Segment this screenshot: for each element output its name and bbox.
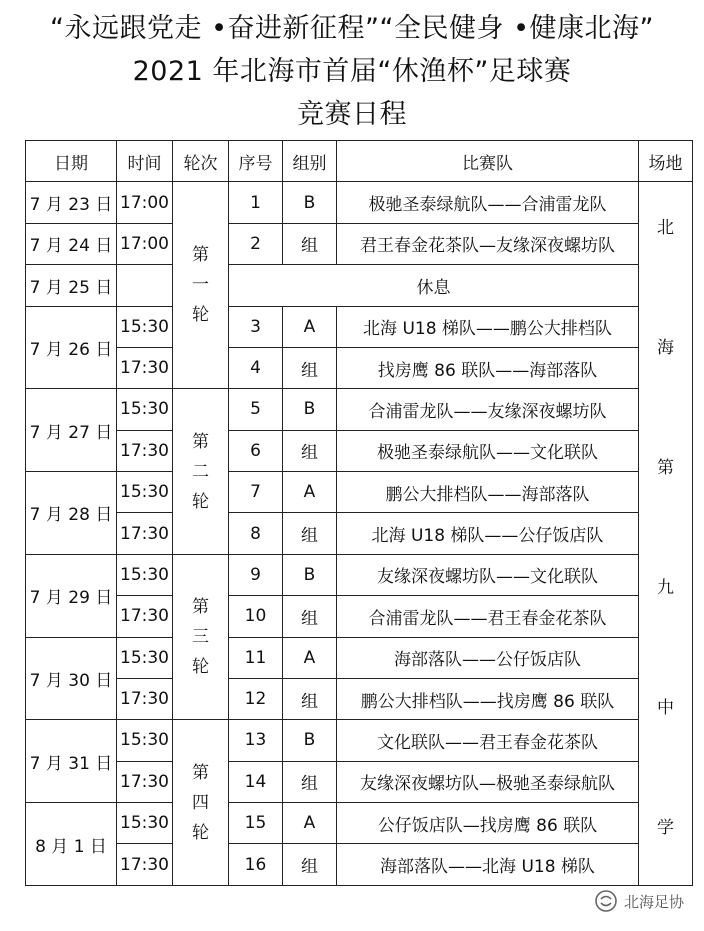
match-cell: 文化联队——君王春金花茶队 [337,720,639,761]
no-cell: 13 [229,720,283,761]
match-cell: 极驰圣泰绿航队——文化联队 [337,430,639,471]
match-cell: 极驰圣泰绿航队——合浦雷龙队 [337,182,639,223]
venue-char: 第 [657,457,674,478]
date-cell: 8 月 1 日 [26,803,117,886]
match-cell: 北海 U18 梯队——鹏公大排档队 [337,306,639,347]
match-cell: 合浦雷龙队——君王春金花茶队 [337,596,639,637]
no-cell: 1 [229,182,283,223]
time-cell: 15:30 [117,389,173,430]
group-char-cell: 组 [283,430,337,471]
watermark-text: 北海足协 [623,892,684,911]
table-row [26,596,693,637]
date-cell: 7 月 31 日 [26,720,117,803]
date-cell: 7 月 26 日 [26,306,117,389]
no-cell: 10 [229,596,283,637]
no-cell: 2 [229,223,283,264]
table-row [26,182,693,223]
no-cell: 5 [229,389,283,430]
time-cell: 17:30 [117,844,173,886]
date-cell: 7 月 25 日 [26,265,117,306]
match-cell: 友缘深夜螺坊队——文化联队 [337,554,639,595]
schedule-table [25,140,693,886]
table-row [26,720,693,761]
watermark [594,886,684,916]
match-cell: 公仔饭店队—找房鹰 86 联队 [337,803,639,844]
table-row [26,637,693,678]
venue-char: 学 [657,817,674,838]
match-cell: 海部落队——北海 U18 梯队 [337,844,639,886]
match-cell: 君王春金花茶队—友缘深夜螺坊队 [337,223,639,264]
table-row [26,761,693,802]
round-cell-3 [173,554,229,720]
venue-char: 北 [657,217,674,238]
round-char: 四 [192,792,209,813]
no-cell: 9 [229,554,283,595]
time-cell: 15:30 [117,637,173,678]
match-cell: 鹏公大排档队——找房鹰 86 联队 [337,678,639,719]
no-cell: 14 [229,761,283,802]
round-char: 第 [192,762,209,783]
round-char: 轮 [192,657,209,677]
time-cell: 17:30 [117,430,173,471]
group-char-cell: 组 [283,347,337,388]
match-cell: 合浦雷龙队——友缘深夜螺坊队 [337,389,639,430]
venue-char: 海 [657,337,674,358]
time-cell [117,265,173,306]
time-cell: 15:30 [117,554,173,595]
round-cell-2 [173,389,229,555]
table-row [26,554,693,595]
title-line-2: 2021 年北海市首届“休渔杯”足球赛 [132,56,572,87]
venue-char: 中 [657,697,674,718]
time-cell: 17:30 [117,761,173,802]
group-letter-cell: B [283,182,337,223]
group-char-cell: 组 [283,513,337,554]
no-cell: 12 [229,678,283,719]
round-char: 轮 [192,305,209,326]
date-cell: 7 月 27 日 [26,389,117,472]
venue-char: 九 [657,577,674,598]
round-char: 二 [192,461,209,482]
time-cell: 17:00 [117,182,173,223]
table-row [26,844,693,886]
date-cell: 7 月 29 日 [26,554,117,637]
group-char-cell: 组 [283,223,337,264]
no-cell: 11 [229,637,283,678]
round-char: 轮 [192,491,209,512]
table-row [26,430,693,471]
date-cell: 7 月 23 日 [26,182,117,223]
match-cell: 海部落队——公仔饭店队 [337,637,639,678]
time-cell: 17:00 [117,223,173,264]
group-char-cell: 组 [283,844,337,886]
round-char: 第 [192,431,209,452]
table-row [26,223,693,264]
group-char-cell: 组 [283,596,337,637]
time-cell: 15:30 [117,306,173,347]
group-letter-cell: A [283,306,337,347]
round-char: 第 [192,597,209,617]
group-letter-cell: A [283,803,337,844]
date-cell: 7 月 24 日 [26,223,117,264]
group-letter-cell: B [283,720,337,761]
no-cell: 8 [229,513,283,554]
time-cell: 15:30 [117,472,173,513]
round-char: 三 [192,627,209,647]
table-row [26,306,693,347]
round-char: 轮 [192,822,209,843]
group-letter-cell: B [283,554,337,595]
no-cell: 7 [229,472,283,513]
date-cell: 7 月 30 日 [26,637,117,720]
time-cell: 17:30 [117,596,173,637]
header-date: 日期 [26,141,117,182]
venue-cell [639,182,693,886]
group-char-cell: 组 [283,761,337,802]
no-cell: 3 [229,306,283,347]
table-row [26,472,693,513]
title-line-1: “永远跟党走 •奋进新征程”“全民健身 •健康北海” [50,13,654,44]
match-cell: 找房鹰 86 联队——海部落队 [337,347,639,388]
header-time: 时间 [117,141,173,182]
table-row [26,389,693,430]
table-header-row [26,141,693,182]
wechat-official-account-icon [594,889,618,913]
match-cell: 北海 U18 梯队——公仔饭店队 [337,513,639,554]
no-cell: 4 [229,347,283,388]
header-round: 轮次 [173,141,229,182]
match-cell: 鹏公大排档队——海部落队 [337,472,639,513]
time-cell: 17:30 [117,347,173,388]
group-char-cell: 组 [283,678,337,719]
group-letter-cell: B [283,389,337,430]
round-char: 第 [192,245,209,266]
no-cell: 16 [229,844,283,886]
table-row [26,803,693,844]
round-cell-4 [173,720,229,886]
table-row [26,265,693,306]
round-char: 一 [192,275,209,296]
table-row [26,513,693,554]
table-row [26,347,693,388]
match-cell: 友缘深夜螺坊队—极驰圣泰绿航队 [337,761,639,802]
header-no: 序号 [229,141,283,182]
no-cell: 15 [229,803,283,844]
title-line-3: 竞赛日程 [297,99,407,130]
header-group: 组别 [283,141,337,182]
time-cell: 15:30 [117,720,173,761]
group-letter-cell: A [283,637,337,678]
time-cell: 17:30 [117,678,173,719]
date-cell: 7 月 28 日 [26,472,117,555]
time-cell: 15:30 [117,803,173,844]
header-match: 比赛队 [337,141,639,182]
rest-cell: 休息 [229,265,639,306]
no-cell: 6 [229,430,283,471]
table-row [26,678,693,719]
time-cell: 17:30 [117,513,173,554]
header-venue: 场地 [639,141,693,182]
round-cell-1 [173,182,229,389]
group-letter-cell: A [283,472,337,513]
